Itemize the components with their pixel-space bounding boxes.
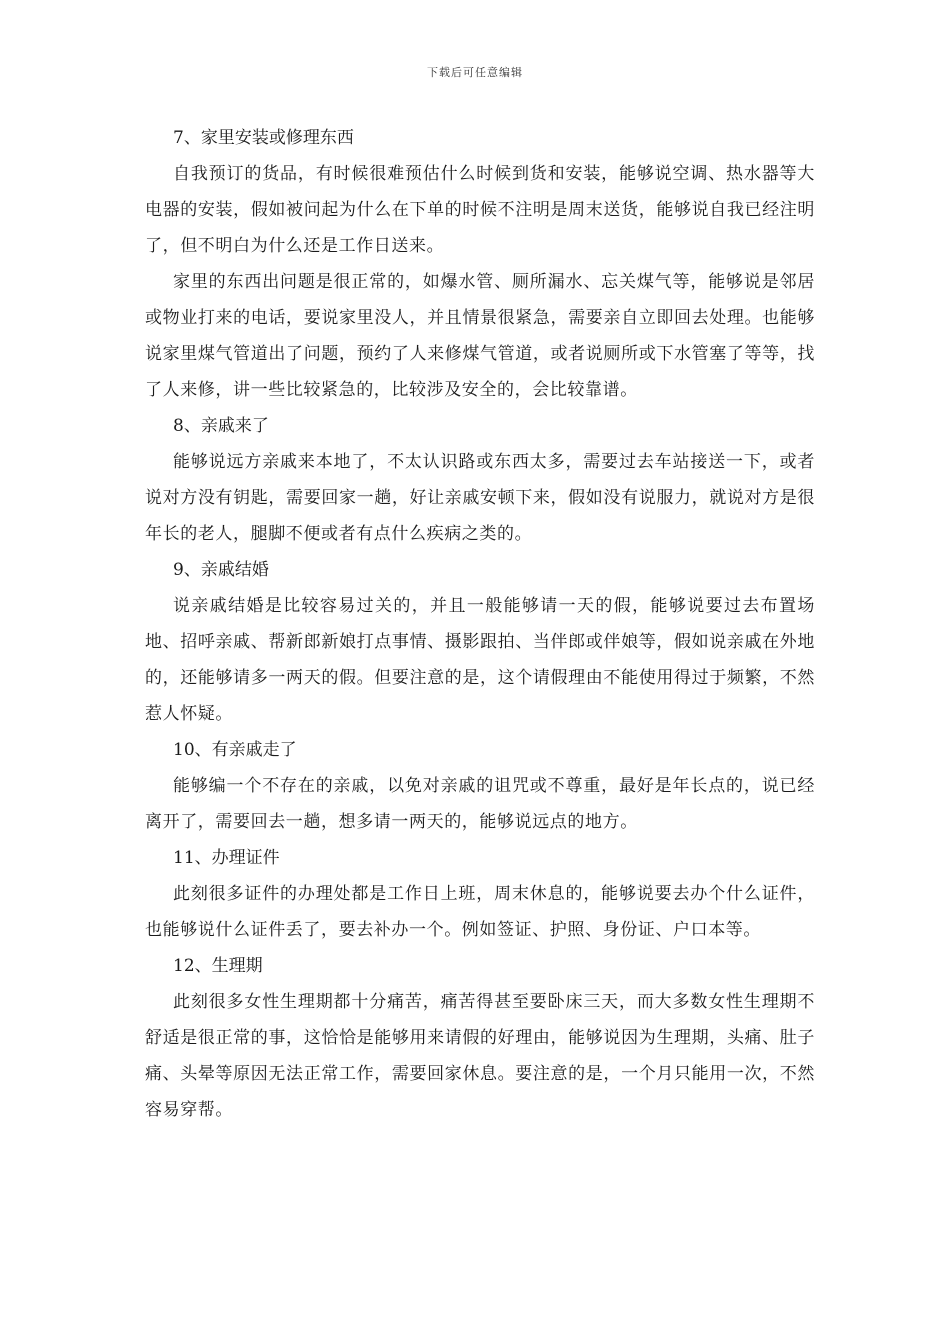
page-header-note: 下载后可任意编辑	[427, 66, 523, 79]
section-11	[145, 840, 815, 948]
paragraph: 说亲戚结婚是比较容易过关的，并且一般能够请一天的假，能够说要过去布置场地、招呼亲戚、帮新郎新娘打点事情、摄影跟拍、当伴郎或伴娘等，假如说亲戚在外地的，还能够请多一两天的假。但要注意的是，这个请假理由不能使用得过于频繁，不然惹人怀疑。	[145, 596, 815, 724]
section-7	[145, 120, 815, 408]
document-body	[145, 120, 815, 1128]
paragraph: 此刻很多证件的办理处都是工作日上班，周末休息的，能够说要去办个什么证件，也能够说什么证件丢了，要去补办一个。例如签证、护照、身份证、户口本等。	[145, 884, 815, 940]
section-heading: 12、生理期	[173, 956, 263, 976]
section-heading: 10、有亲戚走了	[173, 740, 297, 760]
paragraph: 能够说远方亲戚来本地了，不太认识路或东西太多，需要过去车站接送一下，或者说对方没有钥匙，需要回家一趟，好让亲戚安顿下来，假如没有说服力，就说对方是很年长的老人，腿脚不便或者有点什么疾病之类的。	[145, 452, 815, 544]
paragraph: 自我预订的货品，有时候很难预估什么时候到货和安装，能够说空调、热水器等大电器的安装，假如被问起为什么在下单的时候不注明是周末送货，能够说自我已经注明了，但不明白为什么还是工作日送来。	[145, 164, 815, 256]
paragraph: 此刻很多女性生理期都十分痛苦，痛苦得甚至要卧床三天，而大多数女性生理期不舒适是很正常的事，这恰恰是能够用来请假的好理由，能够说因为生理期，头痛、肚子痛、头晕等原因无法正常工作，需要回家休息。要注意的是，一个月只能用一次，不然容易穿帮。	[145, 992, 815, 1120]
section-12	[145, 948, 815, 1128]
section-heading: 8、亲戚来了	[173, 416, 269, 436]
section-9	[145, 552, 815, 732]
section-10	[145, 732, 815, 840]
paragraph: 家里的东西出问题是很正常的，如爆水管、厕所漏水、忘关煤气等，能够说是邻居或物业打来的电话，要说家里没人，并且情景很紧急，需要亲自立即回去处理。也能够说家里煤气管道出了问题，预约了人来修煤气管道，或者说厕所或下水管塞了等等，找了人来修，讲一些比较紧急的，比较涉及安全的，会比较靠谱。	[145, 272, 815, 400]
paragraph: 能够编一个不存在的亲戚，以免对亲戚的诅咒或不尊重，最好是年长点的，说已经离开了，需要回去一趟，想多请一两天的，能够说远点的地方。	[145, 776, 815, 832]
section-heading: 9、亲戚结婚	[173, 560, 269, 580]
section-8	[145, 408, 815, 552]
section-heading: 7、家里安装或修理东西	[173, 128, 354, 148]
section-heading: 11、办理证件	[173, 848, 280, 868]
